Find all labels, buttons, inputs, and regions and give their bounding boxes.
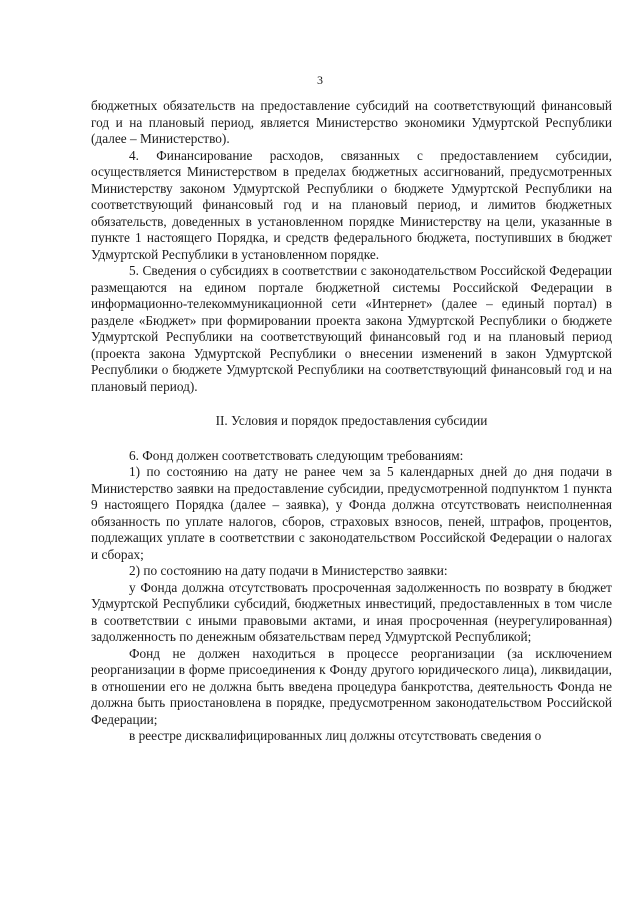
- paragraph-requirement-reorganization: Фонд не должен находиться в процессе реорганизации (за исключением реорганизации в форме присоединения к Фонду другого юридического лица), ликвидации, в отношении его не должна быть введена процедура банкротства, деятельность Фонда не должна быть приостановлена в порядке, предусмотренном законодательством Российской Федерации;: [91, 645, 612, 727]
- paragraph-subitem-2: 2) по состоянию на дату подачи в Министерство заявки:: [129, 563, 448, 578]
- paragraph-requirement-registry: в реестре дисквалифицированных лиц должны отсутствовать сведения о: [129, 728, 542, 743]
- page-number: 3: [317, 73, 323, 87]
- paragraph-item-5: 5. Сведения о субсидиях в соответствии с законодательством Российской Федерации размещаются на едином портале бюджетной системы Российской Федерации в информационно-телекоммуникационной сети «Интернет» (далее – единый портал) в разделе «Бюджет» при формировании проекта закона Удмуртской Республики о бюджете Удмуртской Республики на соответствующий финансовый год и на плановый период (проекта закона Удмуртской Республики о внесении изменений в закон Удмуртской Республики о бюджете Удмуртской Республики на соответствующий финансовый год и на плановый период).: [91, 263, 612, 394]
- paragraph-item-4: 4. Финансирование расходов, связанных с предоставлением субсидии, осуществляется Министерством в пределах бюджетных ассигнований, предусмотренных Министерству законом Удмуртской Республики о бюджете Удмуртской Республики на соответствующий финансовый год и на плановый период, и лимитов бюджетных обязательств, доведенных в установленном порядке Министерству на цели, указанные в пункте 1 настоящего Порядка, и средств федерального бюджета, поступивших в бюджет Удмуртской Республики в установленном порядке.: [91, 147, 612, 262]
- paragraph-requirement-debt: у Фонда должна отсутствовать просроченная задолженность по возврату в бюджет Удмуртской Республики субсидий, бюджетных инвестиций, предоставленных в том числе в соответствии с иными правовыми актами, и иная просроченная (неурегулированная) задолженность по денежным обязательствам перед Удмуртской Республикой;: [91, 579, 612, 644]
- paragraph-continuation: бюджетных обязательств на предоставление субсидий на соответствующий финансовый год и на плановый период, является Министерство экономики Удмуртской Республики (далее – Министерство).: [91, 98, 612, 146]
- section-heading: II. Условия и порядок предоставления субсидии: [215, 413, 488, 428]
- paragraph-item-6: 6. Фонд должен соответствовать следующим требованиям:: [129, 447, 464, 463]
- paragraph-subitem-1: 1) по состоянию на дату не ранее чем за 5 календарных дней до дня подачи в Министерство заявки на предоставление субсидии, предусмотренной подпунктом 1 пункта 9 настоящего Порядка (далее – заявка), у Фонда должна отсутствовать неисполненная обязанность по уплате налогов, сборов, страховых взносов, пеней, штрафов, процентов, подлежащих уплате в соответствии с законодательством Российской Федерации о налогах и сборах;: [91, 464, 612, 562]
- document-body: [91, 98, 612, 745]
